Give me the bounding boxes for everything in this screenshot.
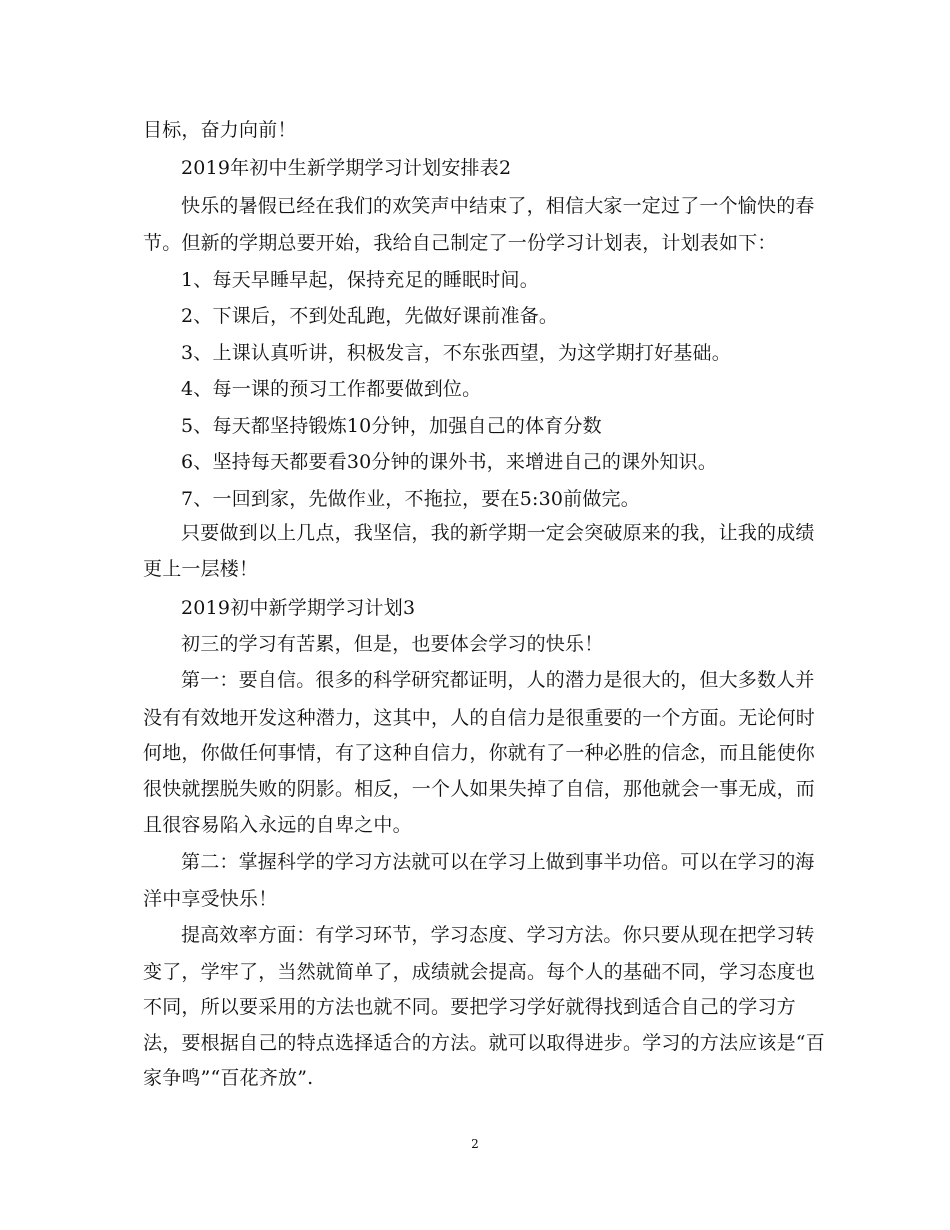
text-line: 洋中享受快乐！ [143,888,278,910]
text-line: 提高效率方面：有学习环节，学习态度、学习方法。你只要从现在把学习转 [181,924,815,946]
text-line: 且很容易陷入永远的自卑之中。 [143,814,412,836]
section-heading: 2019初中新学期学习计划3 [181,597,416,619]
page-number: 2 [471,1137,479,1151]
text-line: 节。但新的学期总要开始，我给自己制定了一份学习计划表，计划表如下： [143,232,777,254]
text-line: 快乐的暑假已经在我们的欢笑声中结束了，相信大家一定过了一个愉快的春 [181,195,815,217]
text-line: 很快就摆脱失败的阴影。相反，一个人如果失掉了自信，那他就会一事无成，而 [143,778,816,800]
list-item: 5、每天都坚持锻炼10分钟，加强自己的体育分数 [181,415,602,437]
text-line: 没有有效地开发这种潜力，这其中，人的自信力是很重要的一个方面。无论何时 [143,707,816,729]
text-line: 家争鸣”“百花齐放”. [143,1067,314,1089]
text-line: 初三的学习有苦累，但是，也要体会学习的快乐！ [181,633,604,655]
list-item: 4、每一课的预习工作都要做到位。 [181,378,482,400]
text-line: 法，要根据自己的特点选择适合的方法。就可以取得进步。学习的方法应该是“百 [143,1032,825,1054]
text-line: 更上一层楼！ [143,558,259,580]
text-line: 只要做到以上几点，我坚信，我的新学期一定会突破原来的我，让我的成绩 [181,522,815,544]
list-item: 2、下课后，不到处乱跑，先做好课前准备。 [181,305,559,327]
list-item: 3、上课认真听讲，积极发言，不东张西望，为这学期打好基础。 [181,342,731,364]
list-item: 7、一回到家，先做作业，不拖拉，要在5:30前做完。 [181,488,640,510]
section-heading: 2019年初中生新学期学习计划安排表2 [181,157,512,179]
text-line: 何地，你做任何事情，有了这种自信力，你就有了一种必胜的信念，而且能使你 [143,742,816,764]
text-line: 变了，学牢了，当然就简单了，成绩就会提高。每个人的基础不同，学习态度也 [143,961,816,983]
text-line: 第二：掌握科学的学习方法就可以在学习上做到事半功倍。可以在学习的海 [181,851,815,873]
text-line: 不同，所以要采用的方法也就不同。要把学习学好就得找到适合自己的学习方 [143,996,796,1018]
text-line: 第一：要自信。很多的科学研究都证明，人的潜力是很大的，但大多数人并 [181,669,815,691]
list-item: 6、坚持每天都要看30分钟的课外书，来增进自己的课外知识。 [181,451,718,473]
text-line: 目标，奋力向前！ [143,119,297,141]
list-item: 1、每天早睡早起，保持充足的睡眠时间。 [181,269,539,291]
